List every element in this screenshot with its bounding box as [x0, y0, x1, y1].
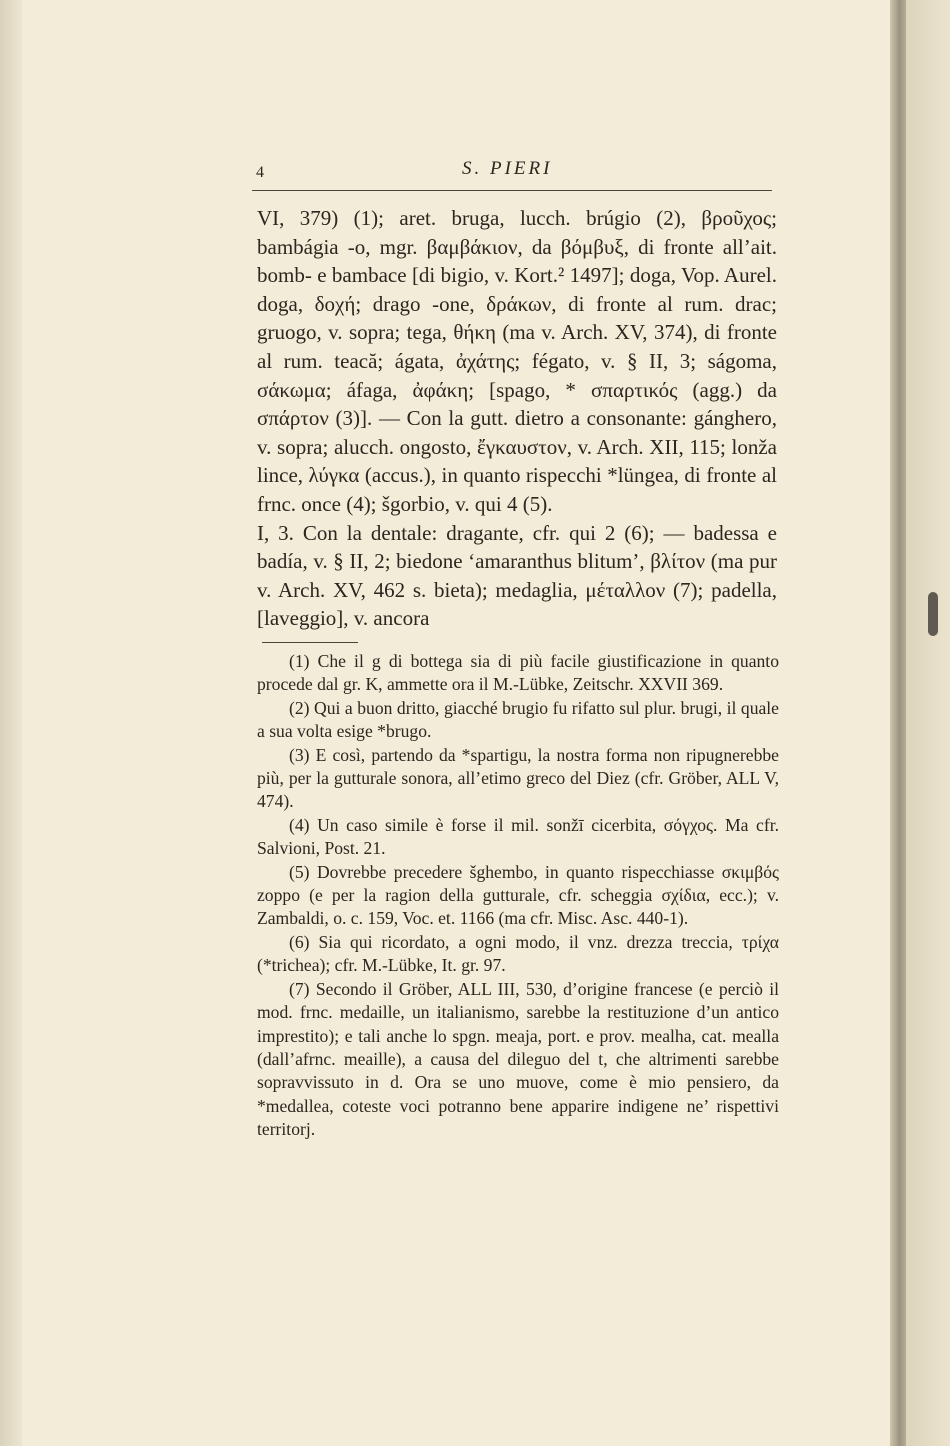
body-paragraph: I, 3. Con la dentale: dragante, cfr. qui 2 (6); — badessa e badía, v. § II, 2; biedone ‘amaranthus blitum’, βλίτον (ma pur v. Arch. XV, 462 s. bieta); medaglia, μέταλλον (7); padella, [laveggio], v. ancora — [257, 520, 777, 631]
footnote-rule — [262, 642, 358, 643]
ink-blot-mark — [928, 592, 938, 636]
body-paragraph: VI, 379) (1); aret. bruga, lucch. brúgio (2), βροῦχος; bambágia -o, mgr. βαμβάκιον, da βόμβυξ, di fronte all’ait. bomb- e bambace [di bigio, v. Kort.² 1497]; doga, Vop. Aurel. doga, δοχή; drago -one, δράκων, di fronte al rum. drac; gruogo, v. sopra; tega, θήκη (ma v. Arch. XV, 374), di fronte al rum. teacă; ágata, ἀχάτης; fégato, v. § II, 3; ságoma, σάκωμα; áfaga, ἀφάκη; [spago, * σπαρτικός (agg.) da σπάρτον (3)]. — Con la gutt. dietro a consonante: gánghero, v. sopra; alucch. ongosto, ἔγκαυστον, v. Arch. XII, 115; lonža lince, λύγκα (accus.), in quanto rispecchi *lüngea, di fronte al frnc. once (4); šgorbio, v. qui 4 (5). — [257, 206, 777, 516]
running-head: S. PIERI — [462, 158, 553, 179]
book-left-edge — [0, 0, 22, 1446]
footnote: (3) E così, partendo da *spartigu, la nostra forma non ripugnerebbe più, per la gutturale sonora, all’etimo greco del Diez (cfr. Gröber, ALL V, 474). — [257, 744, 779, 812]
footnote: (6) Sia qui ricordato, a ogni modo, il vnz. drezza treccia, τρίχα (*trichea); cfr. M.-Lübke, It. gr. 97. — [257, 931, 779, 976]
facing-page-edge — [906, 0, 950, 1446]
page-number: 4 — [256, 164, 264, 181]
book-gutter — [890, 0, 906, 1446]
footnotes — [257, 650, 779, 1142]
main-text — [257, 204, 777, 633]
footnote: (7) Secondo il Gröber, ALL III, 530, d’origine francese (e perciò il mod. frnc. medaille, un italianismo, sarebbe la restituzione d’un antico imprestito); e tali anche lo spgn. meaja, port. e prov. mealha, cat. mealla (dall’afrnc. meaille), a causa del dileguo del t, che altrimenti sarebbe sopravvissuto in d. Ora se uno muove, come è mio pensiero, da *medallea, coteste voci potranno bene apparire indigene ne’ rispettivi territorj. — [257, 978, 779, 1140]
footnote: (4) Un caso simile è forse il mil. sonžī cicerbita, σόγχος. Ma cfr. Salvioni, Post. 21. — [257, 814, 779, 859]
footnote: (1) Che il g di bottega sia di più facile giustificazione in quanto procede dal gr. K, ammette ora il M.-Lübke, Zeitschr. XXVII 369. — [257, 651, 779, 695]
footnote: (5) Dovrebbe precedere šghembo, in quanto rispecchiasse σκιμβός zoppo (e per la ragion della gutturale, cfr. scheggia σχίδια, ecc.); v. Zambaldi, o. c. 159, Voc. et. 1166 (ma cfr. Misc. Asc. 440-1). — [257, 861, 779, 929]
footnote: (2) Qui a buon dritto, giacché brugio fu rifatto sul plur. brugi, il quale a sua volta esige *brugo. — [257, 697, 779, 742]
page-header — [252, 156, 772, 191]
